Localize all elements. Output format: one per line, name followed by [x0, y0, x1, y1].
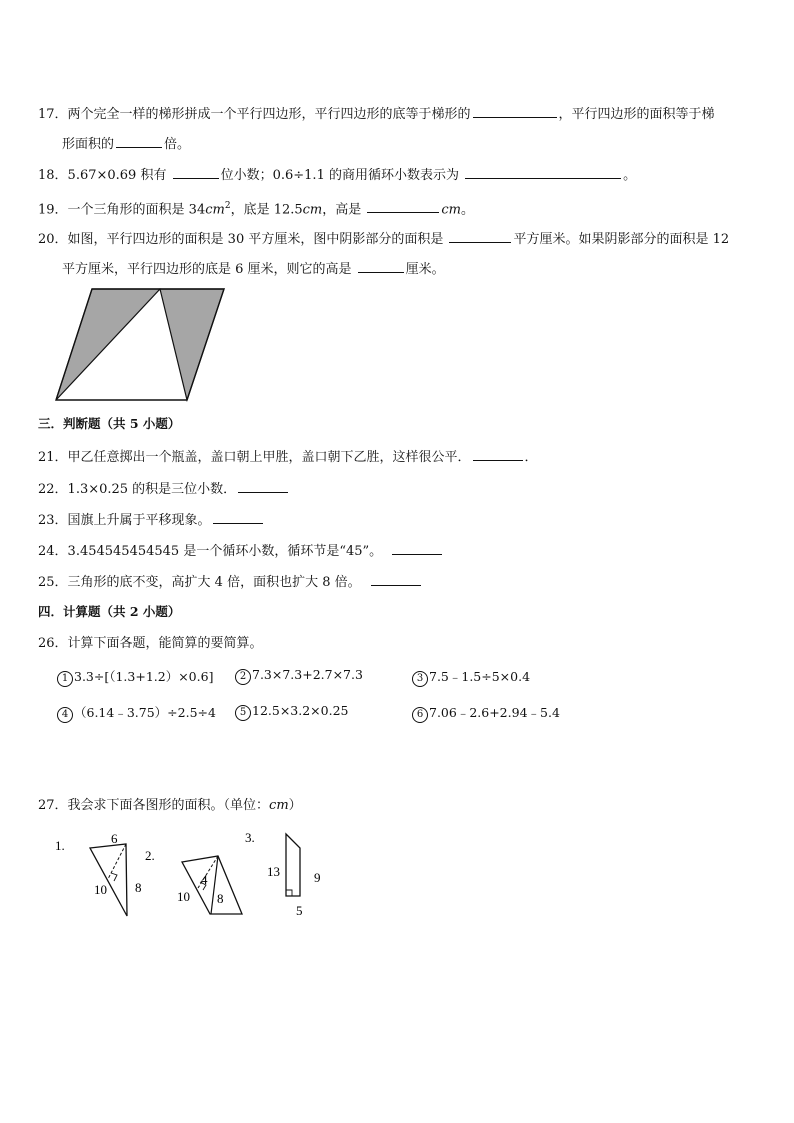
answer-blank[interactable]	[116, 134, 162, 148]
question-18: 18．5.67×0.69 积有 位小数；0.6÷1.1 的商用循环小数表示为 。	[38, 165, 636, 185]
section-3-heading: 三．判断题（共 5 小题）	[38, 416, 181, 431]
svg-text:8: 8	[217, 891, 224, 906]
question-20-line-2: 平方厘米，平行四边形的底是 6 厘米，则它的高是 厘米。	[62, 259, 445, 279]
question-17-line-2: 形面积的 倍。	[62, 134, 190, 154]
question-23: 23．国旗上升属于平移现象。	[38, 510, 265, 530]
question-22: 22．1.3×0.25 的积是三位小数．	[38, 479, 290, 499]
svg-text:6: 6	[111, 831, 118, 846]
calc-item-3: 3 7.5﹣1.5÷5×0.4	[412, 667, 530, 687]
answer-blank[interactable]	[367, 199, 439, 213]
question-27-title: 27．我会求下面各图形的面积。（单位：cm）	[38, 798, 302, 813]
question-25: 25．三角形的底不变，高扩大 4 倍，面积也扩大 8 倍。	[38, 572, 423, 592]
calc-item-6: 6 7.06﹣2.6+2.94﹣5.4	[412, 703, 560, 723]
answer-blank[interactable]	[392, 541, 442, 555]
question-19: 19．一个三角形的面积是 $34cm^2$，底是 12.5cm，高是 cm。	[38, 201, 475, 218]
svg-text:4: 4	[201, 872, 208, 887]
shaded-triangle-left	[56, 289, 160, 400]
answer-blank[interactable]	[473, 447, 523, 461]
figure-1-label: 1.	[55, 838, 65, 853]
answer-blank[interactable]	[213, 510, 263, 524]
answer-blank[interactable]	[473, 104, 557, 118]
answer-blank[interactable]	[465, 165, 621, 179]
question-26-title: 26．计算下面各题，能简算的要简算。	[38, 636, 263, 651]
figure-3-trapezoid	[240, 826, 340, 926]
figure-2-label: 2.	[145, 848, 155, 863]
svg-text:8: 8	[135, 880, 142, 895]
question-20-line-1: 20．如图，平行四边形的面积是 30 平方厘米，图中阴影部分的面积是 平方厘米。如果阴影部分的面积是 12	[38, 229, 729, 249]
answer-blank[interactable]	[173, 165, 219, 179]
svg-text:5: 5	[296, 903, 303, 918]
svg-text:10: 10	[94, 882, 107, 897]
section-4-heading: 四．计算题（共 2 小题）	[38, 604, 181, 619]
question-21: 21．甲乙任意掷出一个瓶盖，盖口朝上甲胜，盖口朝下乙胜，这样很公平． ．	[38, 447, 538, 467]
answer-blank[interactable]	[371, 572, 421, 586]
answer-blank[interactable]	[238, 479, 288, 493]
answer-blank[interactable]	[449, 229, 511, 243]
question-24: 24．3.454545454545 是一个循环小数，循环节是“45”。	[38, 541, 444, 561]
calc-item-5: 5 12.5×3.2×0.25	[235, 703, 349, 721]
svg-text:9: 9	[314, 870, 321, 885]
svg-text:10: 10	[177, 889, 190, 904]
question-17-line-1: 17．两个完全一样的梯形拼成一个平行四边形，平行四边形的底等于梯形的 ，平行四边形的面积等于梯	[38, 104, 715, 124]
calc-item-2: 2 7.3×7.3+2.7×7.3	[235, 667, 363, 685]
calc-item-1: 1 3.3÷[（1.3+1.2）×0.6]	[57, 667, 213, 687]
figure-2-parallelogram	[140, 840, 250, 920]
svg-text:13: 13	[267, 864, 280, 879]
parallelogram-figure	[50, 286, 232, 404]
calc-item-4: 4 （6.14﹣3.75）÷2.5÷4	[57, 703, 216, 723]
answer-blank[interactable]	[358, 259, 404, 273]
figure-3-label: 3.	[245, 830, 255, 845]
